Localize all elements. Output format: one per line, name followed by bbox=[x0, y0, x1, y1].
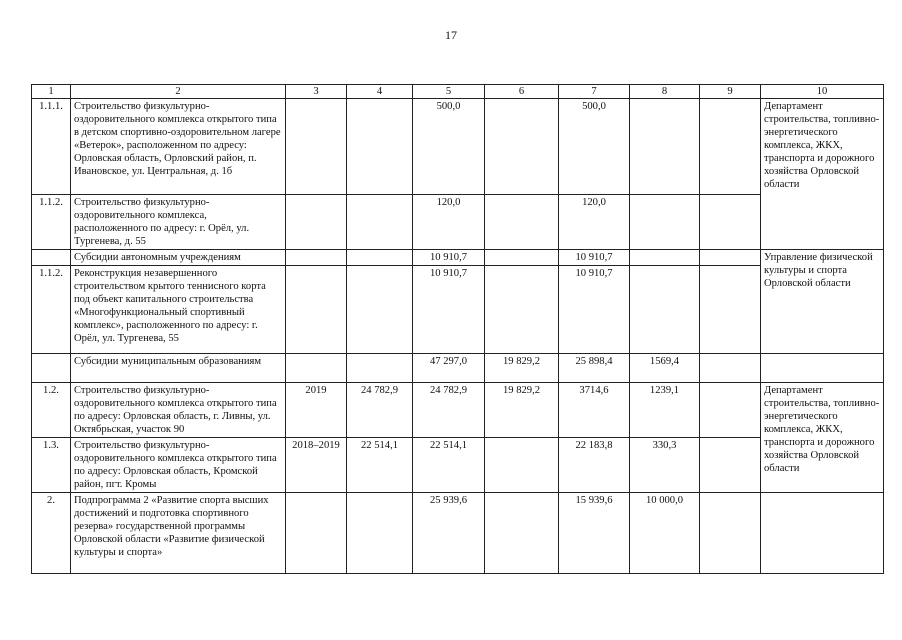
cell-federal bbox=[485, 250, 559, 266]
header-cell: 5 bbox=[413, 85, 485, 99]
row-number bbox=[32, 354, 71, 383]
header-cell: 8 bbox=[630, 85, 700, 99]
cell-regional: 500,0 bbox=[559, 99, 630, 195]
cell-year bbox=[286, 266, 347, 354]
row-number: 1.3. bbox=[32, 438, 71, 493]
header-cell: 10 bbox=[761, 85, 884, 99]
cell-year bbox=[286, 250, 347, 266]
cell-cost: 24 782,9 bbox=[347, 383, 413, 438]
header-cell: 2 bbox=[71, 85, 286, 99]
row-number: 1.1.1. bbox=[32, 99, 71, 195]
cell-federal bbox=[485, 493, 559, 574]
table-row bbox=[32, 493, 884, 574]
cell-local: 1239,1 bbox=[630, 383, 700, 438]
cell-year bbox=[286, 354, 347, 383]
row-name: Строительство физкультурно-оздоровительного комплекса открытого типа по адресу: Орловская область, Кромской район, пгт. Кромы bbox=[71, 438, 286, 493]
cell-total: 10 910,7 bbox=[413, 266, 485, 354]
row-name: Строительство физкультурно-оздоровительного комплекса открытого типа в детском спортивно-оздоровительном лагере «Ветерок», расположенном по адресу: Орловская область, Орловский район, п. Ивановское, ул. Центральная, д. 1б bbox=[71, 99, 286, 195]
cell-local bbox=[630, 250, 700, 266]
cell-total: 25 939,6 bbox=[413, 493, 485, 574]
cell-local: 330,3 bbox=[630, 438, 700, 493]
cell-total: 10 910,7 bbox=[413, 250, 485, 266]
cell-other bbox=[700, 383, 761, 438]
cell-total: 120,0 bbox=[413, 195, 485, 250]
cell-total: 22 514,1 bbox=[413, 438, 485, 493]
cell-regional: 10 910,7 bbox=[559, 266, 630, 354]
responsible-cell: Управление физической культуры и спорта Орловской области bbox=[761, 250, 884, 354]
cell-federal: 19 829,2 bbox=[485, 354, 559, 383]
row-number: 1.2. bbox=[32, 383, 71, 438]
table-row bbox=[32, 354, 884, 383]
header-row bbox=[32, 85, 884, 99]
cell-regional: 25 898,4 bbox=[559, 354, 630, 383]
cell-total: 24 782,9 bbox=[413, 383, 485, 438]
cell-year bbox=[286, 99, 347, 195]
cell-year: 2018–2019 bbox=[286, 438, 347, 493]
cell-year: 2019 bbox=[286, 383, 347, 438]
header-cell: 6 bbox=[485, 85, 559, 99]
header-cell: 4 bbox=[347, 85, 413, 99]
cell-federal bbox=[485, 266, 559, 354]
cell-federal bbox=[485, 195, 559, 250]
cell-cost bbox=[347, 250, 413, 266]
header-cell: 1 bbox=[32, 85, 71, 99]
table-row bbox=[32, 266, 884, 354]
row-name: Субсидии муниципальным образованиям bbox=[71, 354, 286, 383]
row-number: 2. bbox=[32, 493, 71, 574]
table-row bbox=[32, 438, 884, 493]
cell-regional: 22 183,8 bbox=[559, 438, 630, 493]
row-number: 1.1.2. bbox=[32, 266, 71, 354]
cell-other bbox=[700, 99, 761, 195]
header-cell: 3 bbox=[286, 85, 347, 99]
cell-local bbox=[630, 266, 700, 354]
row-number: 1.1.2. bbox=[32, 195, 71, 250]
row-number bbox=[32, 250, 71, 266]
cell-cost bbox=[347, 266, 413, 354]
header-cell: 7 bbox=[559, 85, 630, 99]
page-number: 17 bbox=[445, 28, 457, 42]
table-row bbox=[32, 99, 884, 195]
responsible-cell: Департамент строительства, топливно-энергетического комплекса, ЖКХ, транспорта и дорожного хозяйства Орловской области bbox=[761, 383, 884, 493]
cell-federal: 19 829,2 bbox=[485, 383, 559, 438]
cell-year bbox=[286, 195, 347, 250]
cell-cost bbox=[347, 195, 413, 250]
cell-cost: 22 514,1 bbox=[347, 438, 413, 493]
cell-cost bbox=[347, 493, 413, 574]
responsible-cell-empty bbox=[761, 493, 884, 574]
cell-cost bbox=[347, 99, 413, 195]
row-name: Подпрограмма 2 «Развитие спорта высших достижений и подготовка спортивного резерва» государственной программы Орловской области «Развитие физической культуры и спорта» bbox=[71, 493, 286, 574]
cell-other bbox=[700, 195, 761, 250]
cell-regional: 120,0 bbox=[559, 195, 630, 250]
cell-local: 10 000,0 bbox=[630, 493, 700, 574]
cell-total: 500,0 bbox=[413, 99, 485, 195]
row-name: Реконструкция незавершенного строительством крытого теннисного корта под объект капитального строительства «Многофункциональный спортивный комплекс», расположенного по адресу: г. Орёл, ул. Тургенева, 55 bbox=[71, 266, 286, 354]
program-table bbox=[31, 84, 884, 574]
cell-other bbox=[700, 266, 761, 354]
cell-federal bbox=[485, 99, 559, 195]
cell-local: 1569,4 bbox=[630, 354, 700, 383]
cell-regional: 15 939,6 bbox=[559, 493, 630, 574]
cell-regional: 3714,6 bbox=[559, 383, 630, 438]
table-row bbox=[32, 383, 884, 438]
cell-total: 47 297,0 bbox=[413, 354, 485, 383]
cell-federal bbox=[485, 438, 559, 493]
responsible-cell: Департамент строительства, топливно-энергетического комплекса, ЖКХ, транспорта и дорожного хозяйства Орловской области bbox=[761, 99, 884, 250]
cell-other bbox=[700, 493, 761, 574]
cell-cost bbox=[347, 354, 413, 383]
responsible-cell-empty bbox=[761, 354, 884, 383]
cell-year bbox=[286, 493, 347, 574]
cell-regional: 10 910,7 bbox=[559, 250, 630, 266]
row-name: Строительство физкультурно-оздоровительного комплекса открытого типа по адресу: Орловская область, г. Ливны, ул. Октябрьская, участок 90 bbox=[71, 383, 286, 438]
header-cell: 9 bbox=[700, 85, 761, 99]
row-name: Субсидии автономным учреждениям bbox=[71, 250, 286, 266]
cell-other bbox=[700, 438, 761, 493]
row-name: Строительство физкультурно-оздоровительного комплекса, расположенного по адресу: г. Орёл, ул. Тургенева, д. 55 bbox=[71, 195, 286, 250]
cell-local bbox=[630, 195, 700, 250]
cell-other bbox=[700, 250, 761, 266]
table-row bbox=[32, 195, 884, 250]
cell-local bbox=[630, 99, 700, 195]
table-row bbox=[32, 250, 884, 266]
cell-other bbox=[700, 354, 761, 383]
